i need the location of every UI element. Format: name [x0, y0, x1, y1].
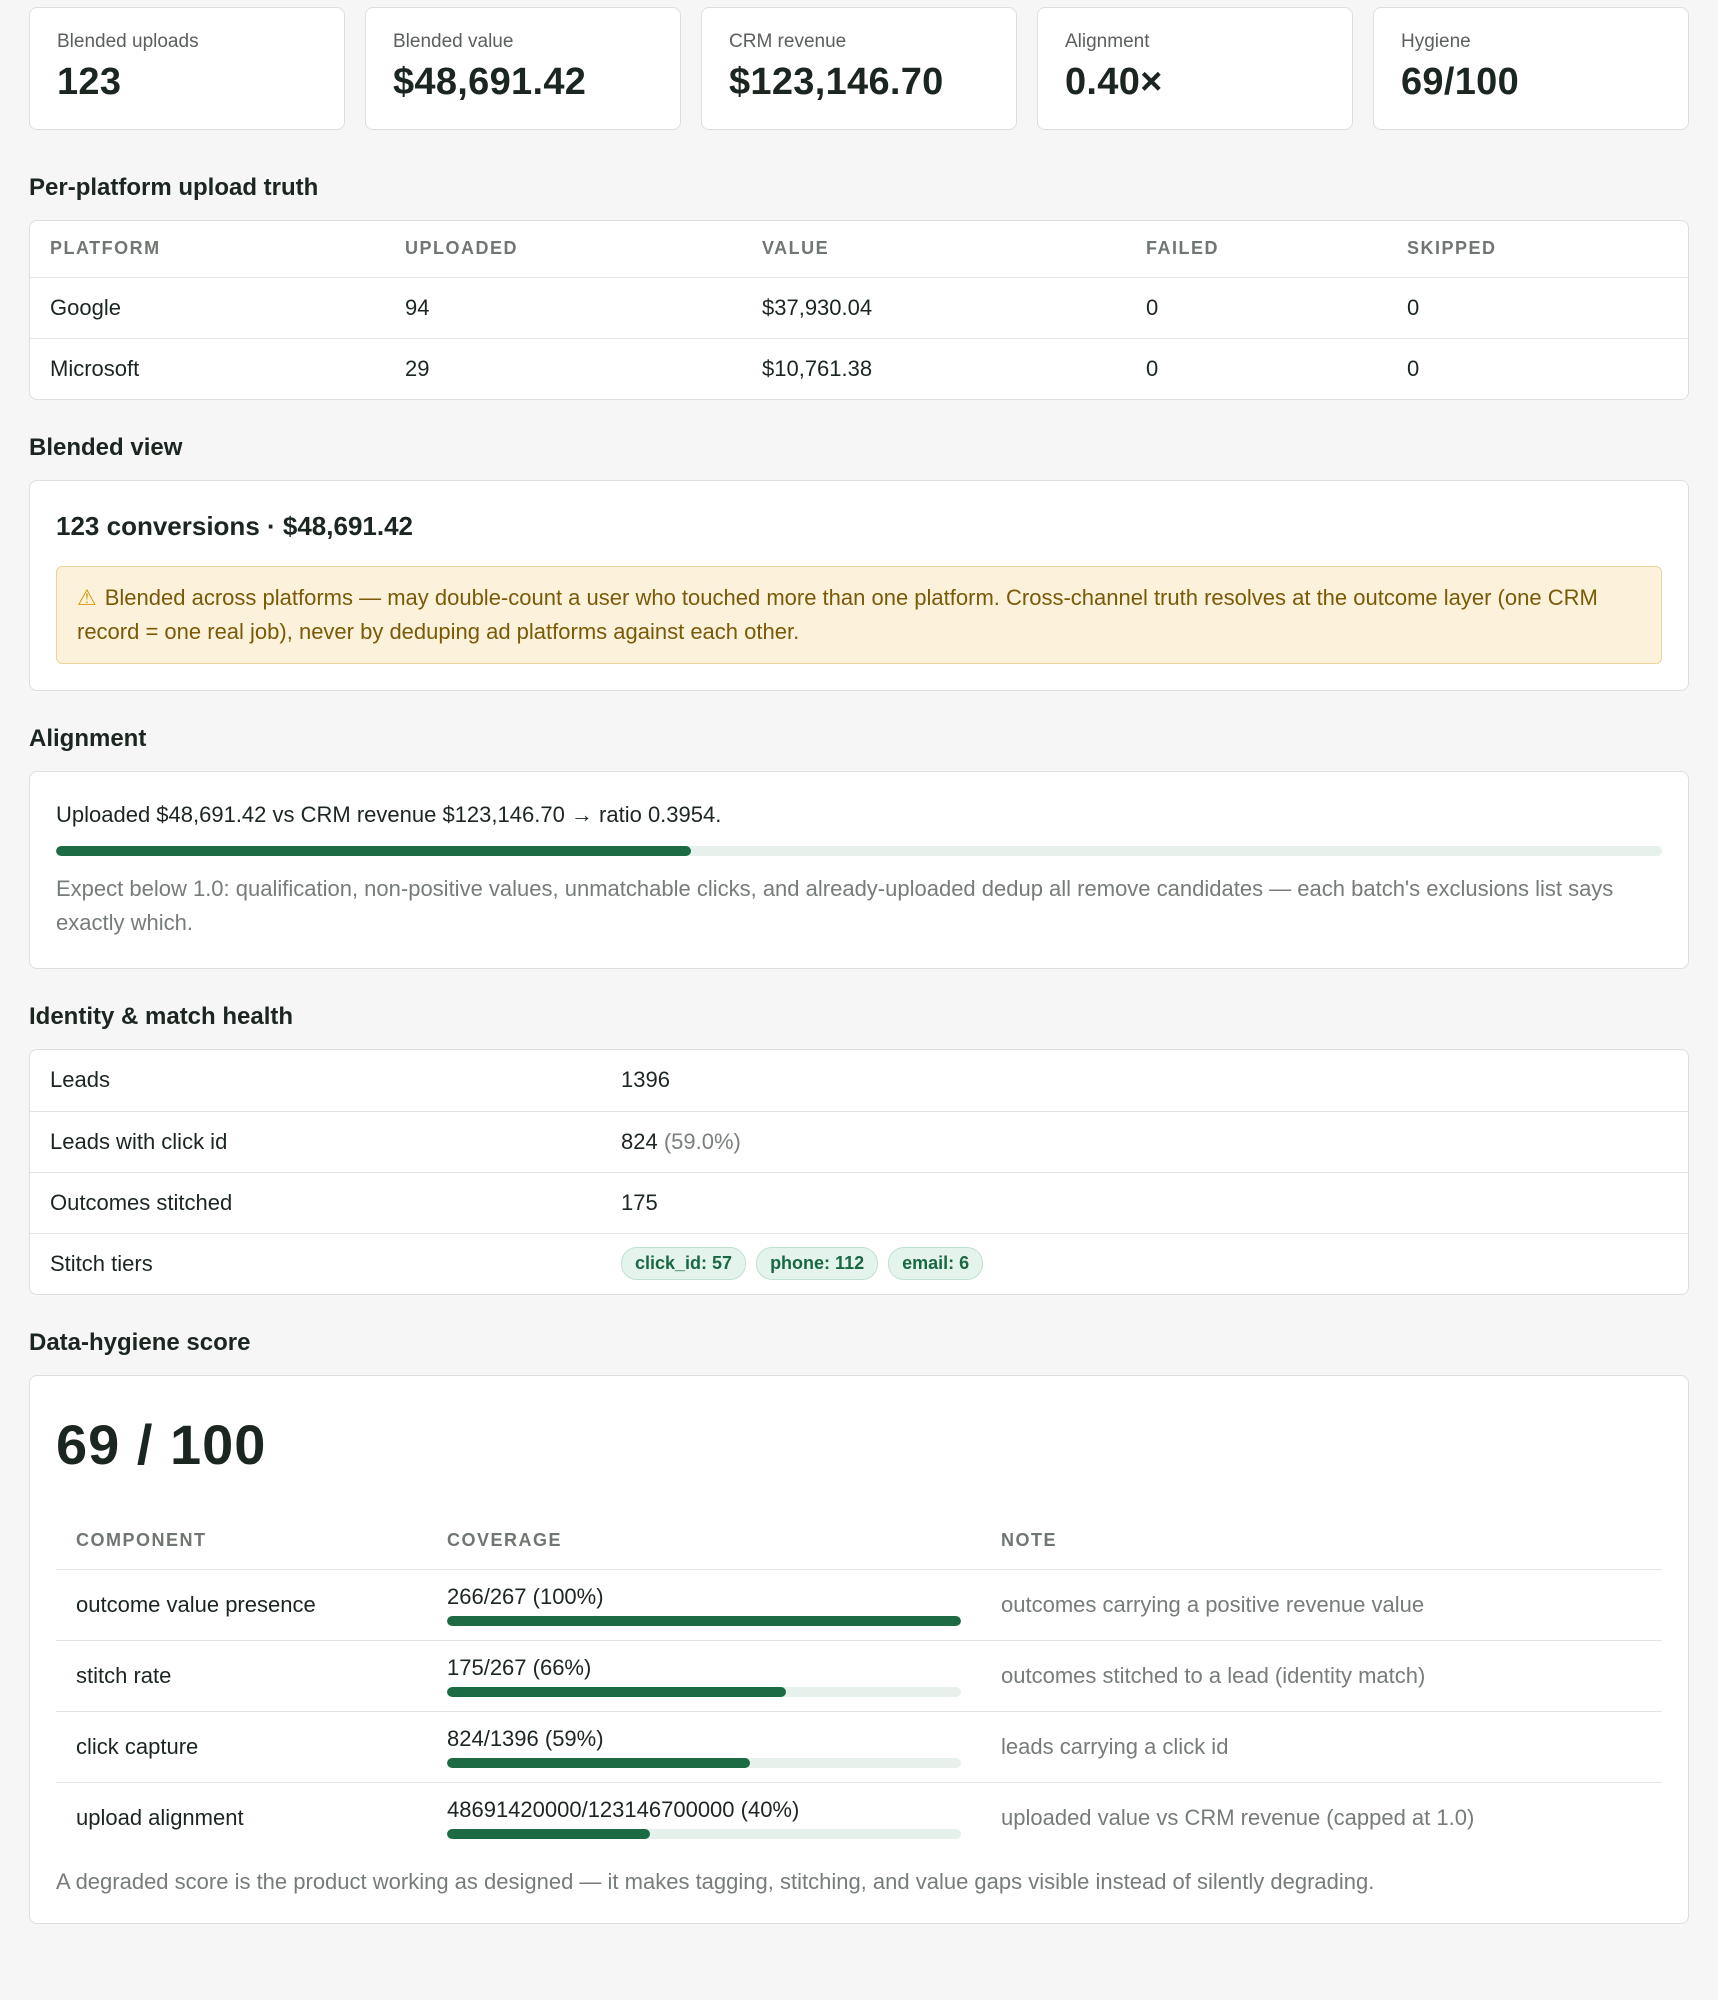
kpi-card-crm-revenue [701, 7, 1017, 130]
coverage-bar [447, 1758, 961, 1768]
coverage-text: 824/1396 (59%) [447, 1725, 604, 1751]
coverage-text: 175/267 (66%) [447, 1654, 592, 1680]
identity-table [30, 1050, 1688, 1294]
table-cell: 0 [1146, 355, 1159, 381]
table-cell: 94 [385, 277, 742, 338]
warning-text: Blended across platforms — may double-count a user who touched more than one platform. Cross-channel truth resolves at the outcome layer (one CRM record = one real job), never by deduping ad platforms against each other. [77, 585, 1598, 644]
kpi-label: CRM revenue [729, 31, 847, 52]
hygiene-footer-note: A degraded score is the product working as designed — it makes tagging, stitching, and value gaps visible instead of silently degrading. [56, 1869, 1375, 1894]
coverage-bar-fill [447, 1758, 750, 1768]
coverage-cell [427, 1782, 981, 1853]
stitch-tier-badge: phone: 112 [756, 1247, 878, 1280]
table-row [30, 1050, 1688, 1111]
click-id-percent: (59.0%) [663, 1128, 741, 1154]
kpi-card-hygiene [1373, 7, 1689, 130]
alignment-progress-fill [56, 846, 691, 856]
table-cell: 0 [1407, 355, 1420, 381]
coverage-cell [427, 1569, 981, 1640]
alignment-card [29, 771, 1689, 969]
coverage-text: 48691420000/123146700000 (40%) [447, 1796, 800, 1822]
table-cell: 0 [1126, 277, 1387, 338]
section-title-alignment: Alignment [29, 725, 147, 752]
table-row [56, 1782, 1662, 1853]
column-header: VALUE [742, 221, 1126, 277]
row-label: Leads [30, 1050, 601, 1111]
table-row [30, 338, 1688, 399]
kpi-label: Blended uploads [57, 31, 199, 52]
component-name: stitch rate [56, 1640, 427, 1711]
row-value [601, 1111, 1688, 1172]
column-header: COMPONENT [56, 1513, 427, 1569]
component-note: outcomes stitched to a lead (identity match) [981, 1640, 1662, 1711]
kpi-value: 0.40× [1065, 61, 1163, 103]
table-header-row [30, 221, 1688, 277]
kpi-value: $123,146.70 [729, 61, 944, 103]
identity-card [29, 1049, 1689, 1295]
coverage-bar-fill [447, 1687, 786, 1697]
kpi-card-blended-value [365, 7, 681, 130]
column-header: COVERAGE [427, 1513, 981, 1569]
table-row [56, 1640, 1662, 1711]
section-title-hygiene: Data-hygiene score [29, 1329, 251, 1356]
hygiene-score: 69 / 100 [56, 1413, 267, 1476]
coverage-bar [447, 1616, 961, 1626]
double-count-warning [56, 566, 1662, 664]
table-cell: Google [30, 277, 385, 338]
section-title-platform: Per-platform upload truth [29, 174, 319, 201]
component-note: outcomes carrying a positive revenue value [981, 1569, 1662, 1640]
column-header: UPLOADED [385, 221, 742, 277]
coverage-bar [447, 1687, 961, 1697]
platform-table [30, 221, 1688, 399]
alignment-progress-bar [56, 846, 1662, 856]
kpi-card-alignment [1037, 7, 1353, 130]
warning-icon: ⚠ [77, 585, 97, 610]
table-cell: $10,761.38 [762, 355, 873, 381]
row-label: Outcomes stitched [30, 1172, 601, 1233]
coverage-bar [447, 1829, 961, 1839]
hygiene-table [56, 1513, 1662, 1853]
kpi-value: 123 [57, 61, 122, 103]
row-value: 175 [601, 1172, 1688, 1233]
kpi-value: 69/100 [1401, 61, 1520, 103]
component-name: outcome value presence [56, 1569, 427, 1640]
kpi-label: Blended value [393, 31, 514, 52]
column-header: NOTE [981, 1513, 1662, 1569]
table-row [30, 1111, 1688, 1172]
table-row [56, 1569, 1662, 1640]
hygiene-card [29, 1375, 1689, 1924]
component-name: upload alignment [76, 1804, 244, 1830]
row-label: Stitch tiers [50, 1250, 153, 1276]
table-header-row [56, 1513, 1662, 1569]
click-id-count: 824 [621, 1128, 658, 1154]
stitch-tier-badge: click_id: 57 [621, 1247, 746, 1280]
row-value: 1396 [601, 1050, 1688, 1111]
table-row [56, 1711, 1662, 1782]
blended-card [29, 480, 1689, 691]
coverage-bar-fill [447, 1829, 650, 1839]
row-value [601, 1233, 1688, 1294]
column-header: FAILED [1126, 221, 1387, 277]
blended-headline: 123 conversions · $48,691.42 [56, 511, 414, 541]
table-cell: $37,930.04 [742, 277, 1126, 338]
coverage-cell [427, 1640, 981, 1711]
kpi-label: Hygiene [1401, 31, 1471, 52]
table-cell: Microsoft [50, 355, 140, 381]
column-header: SKIPPED [1387, 221, 1688, 277]
table-cell: 29 [405, 355, 430, 381]
stitch-tier-badge: email: 6 [888, 1247, 983, 1280]
alignment-summary: Uploaded $48,691.42 vs CRM revenue $123,146.70 → ratio 0.3954. [56, 802, 722, 827]
column-header: PLATFORM [30, 221, 385, 277]
section-title-blended: Blended view [29, 434, 183, 461]
table-row [30, 1233, 1688, 1294]
kpi-card-blended-uploads [29, 7, 345, 130]
kpi-row [29, 7, 1689, 130]
table-row [30, 1172, 1688, 1233]
section-title-identity: Identity & match health [29, 1003, 294, 1030]
kpi-value: $48,691.42 [393, 61, 587, 103]
table-row [30, 277, 1688, 338]
coverage-cell [427, 1711, 981, 1782]
component-name: click capture [56, 1711, 427, 1782]
platform-table-card [29, 220, 1689, 400]
table-cell: 0 [1387, 277, 1688, 338]
kpi-label: Alignment [1065, 31, 1150, 52]
coverage-text: 266/267 (100%) [447, 1583, 604, 1609]
component-note: leads carrying a click id [981, 1711, 1662, 1782]
coverage-bar-fill [447, 1616, 961, 1626]
row-label: Leads with click id [30, 1111, 601, 1172]
component-note: uploaded value vs CRM revenue (capped at 1.0) [1001, 1804, 1475, 1830]
alignment-note: Expect below 1.0: qualification, non-positive values, unmatchable clicks, and already-uploaded dedup all remove candidates — each batch's exclusions list says exactly which. [56, 876, 1614, 935]
